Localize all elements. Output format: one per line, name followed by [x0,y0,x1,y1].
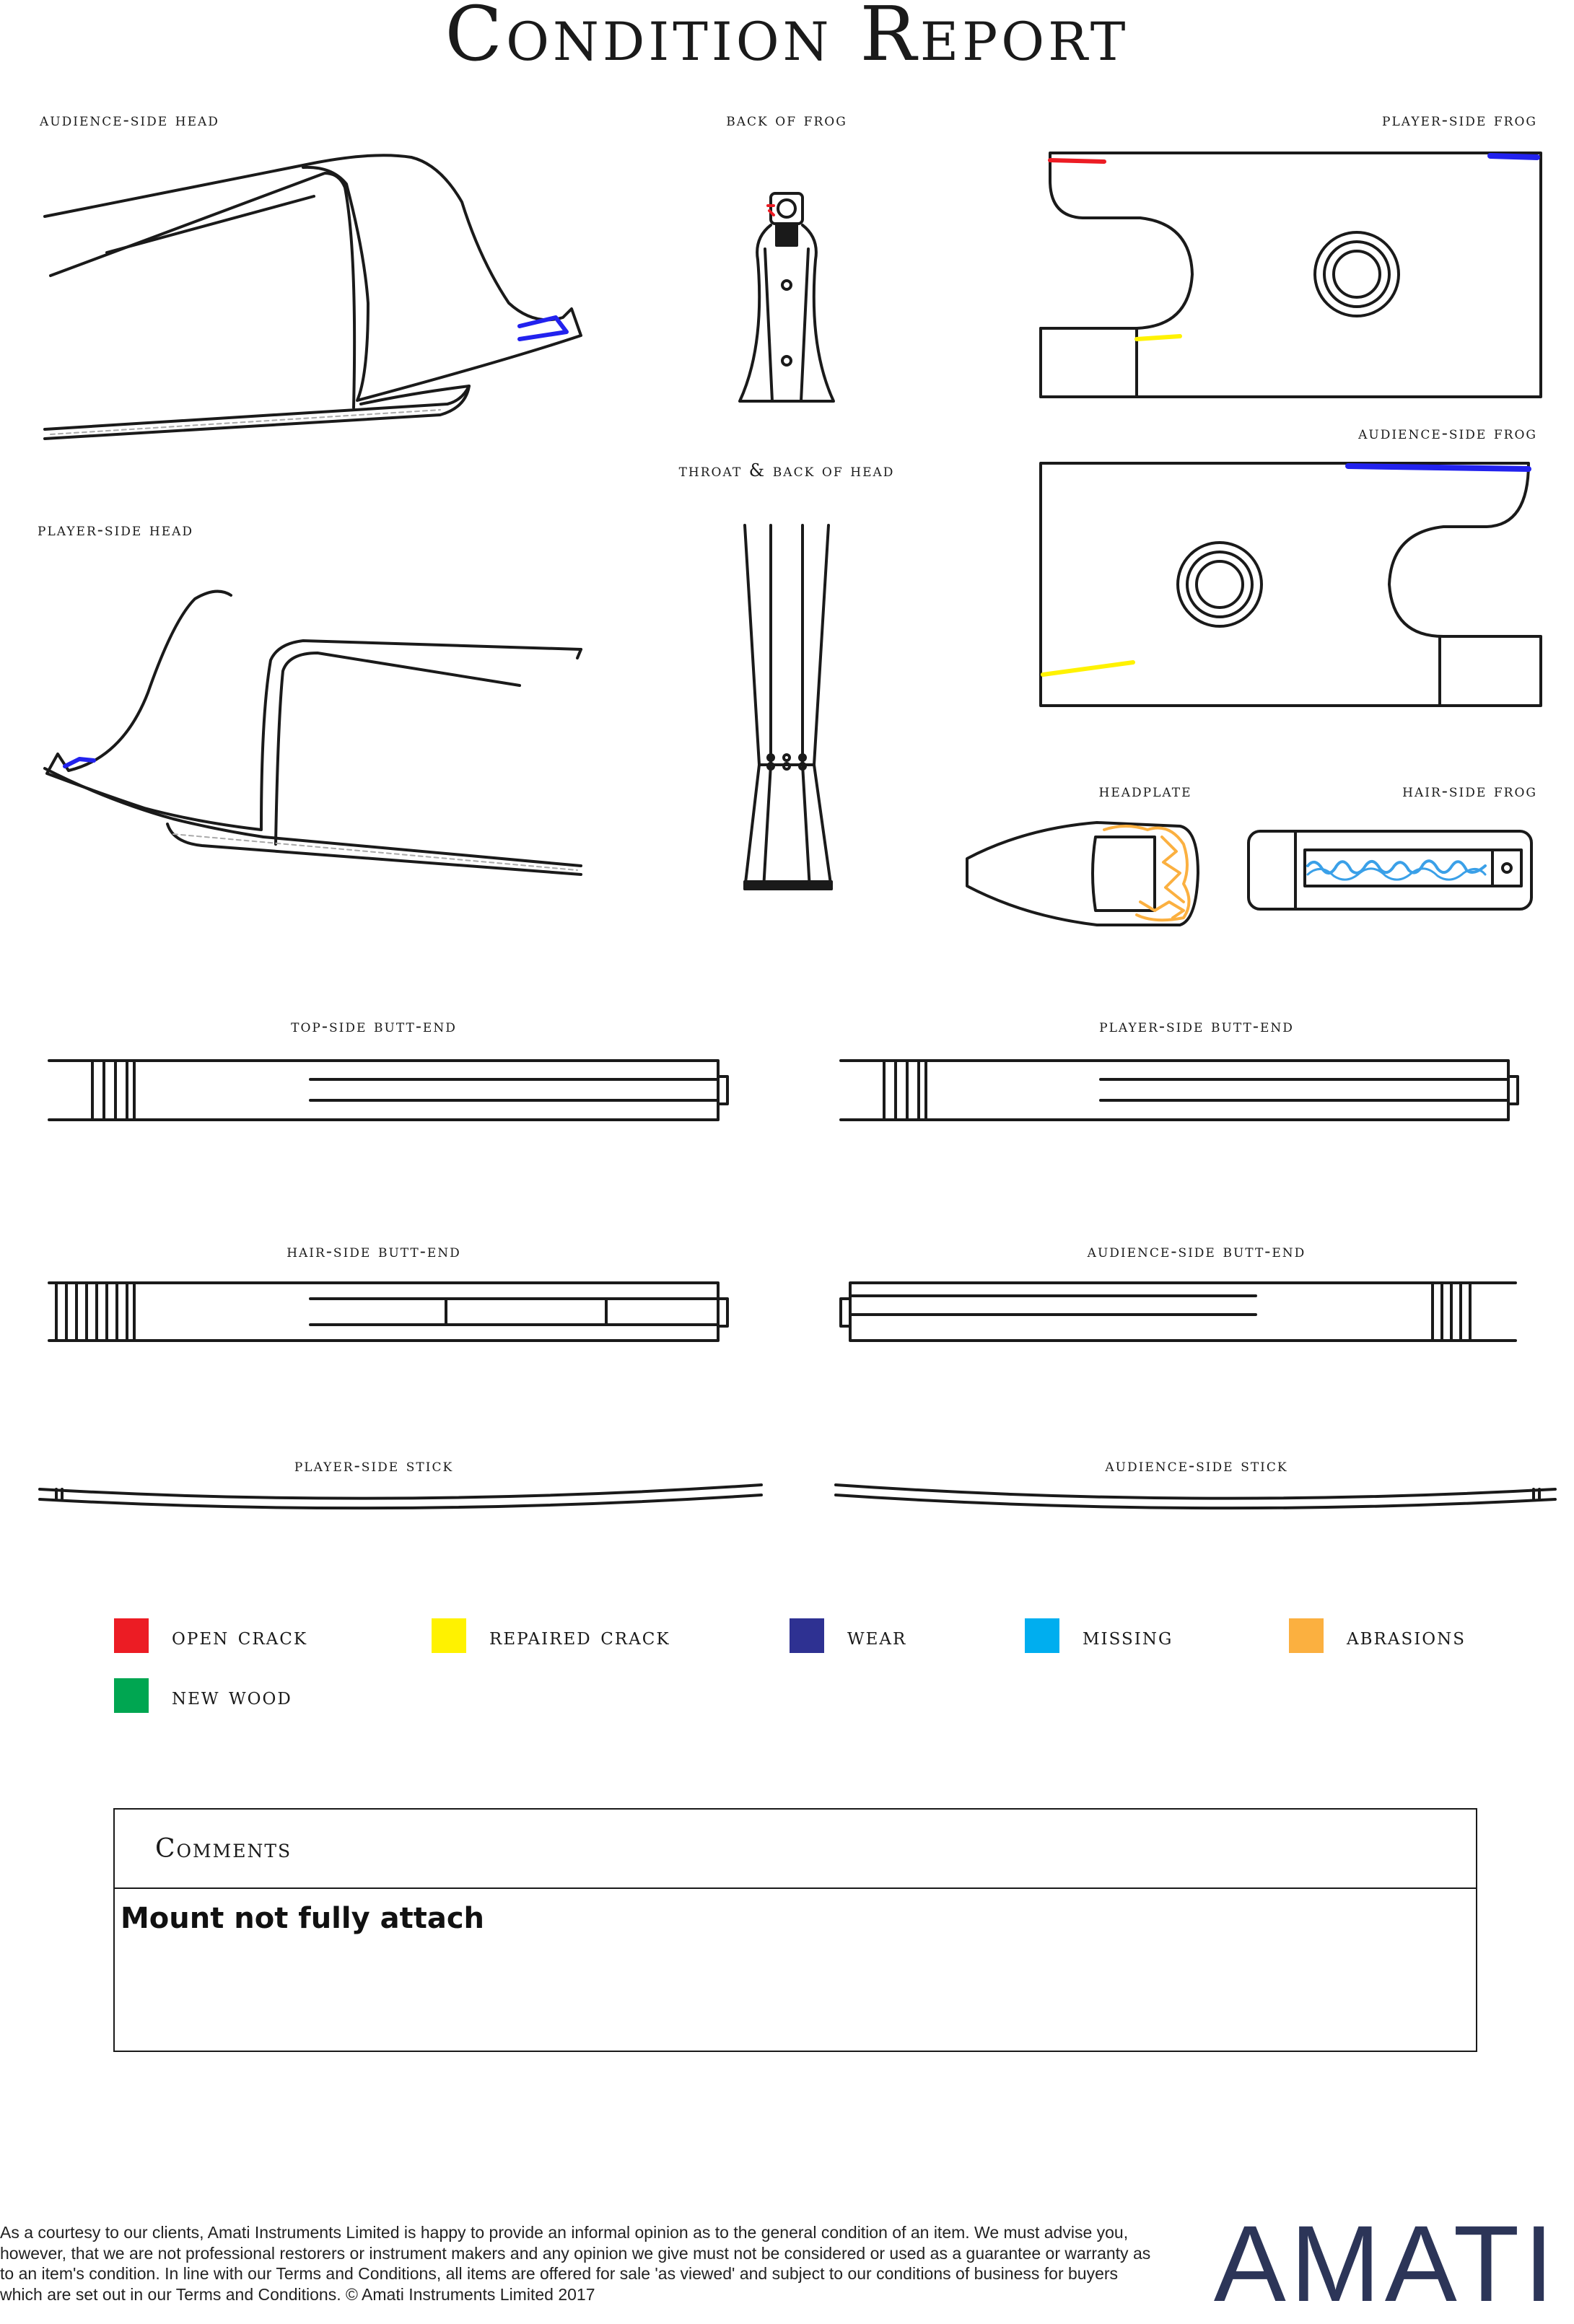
diagram-hair-side-frog [1249,831,1531,909]
label-back-of-frog: back of frog [726,110,847,130]
label-player-side-head: player-side head [38,519,194,540]
diagram-audience-side-head [45,155,581,439]
comments-text[interactable]: Mount not fully attach [121,1902,485,1935]
label-audience-side-stick: audience-side stick [1105,1455,1288,1475]
diagram-audience-side-butt-end [841,1283,1516,1341]
diagram-player-side-stick [40,1485,761,1508]
legend-label-new-wood: new wood [172,1681,292,1710]
label-audience-side-head: audience-side head [40,110,219,130]
legend-item-new-wood [114,1678,292,1713]
label-throat-back-of-head: throat & back of head [678,460,895,481]
diagram-hair-side-butt-end [49,1283,727,1341]
legend-label-abrasions: abrasions [1347,1621,1466,1650]
diagram-top-side-butt-end [49,1061,727,1120]
amati-logo: AMATI [1213,2203,1558,2324]
legend-swatch-abrasions [1289,1618,1324,1653]
legend-item-wear [790,1618,906,1653]
legend-item-repaired-crack [432,1618,670,1653]
comments-heading: Comments [115,1810,1476,1889]
legend-item-open-crack [114,1618,307,1653]
label-headplate: headplate [1098,781,1192,801]
legend-label-repaired-crack: repaired crack [489,1621,670,1650]
diagram-throat-back-of-head [745,525,831,889]
diagram-audience-side-stick [836,1485,1555,1508]
label-hair-side-butt-end: hair-side butt-end [287,1241,461,1261]
legend-label-missing: missing [1083,1621,1173,1650]
disclaimer-text: As a courtesy to our clients, Amati Instruments Limited is happy to provide an informal opinion as to the general condition of an item. We must advise you, however, that we are not professional restorers or instrument makers and any opinion we give must not be considered or used as a guarantee or warranty as to an item's condition. In line with our Terms and Conditions, all items are offered for sale 'as viewed' and subject to our conditions of business for buyers which are set out in our Terms and Conditions. © Amati Instruments Limited 2017 [0,2223,1151,2304]
legend-swatch-new-wood [114,1678,149,1713]
diagram-player-side-butt-end [841,1061,1518,1120]
legend-label-wear: wear [847,1621,907,1650]
diagram-player-side-head [45,592,581,874]
legend-item-abrasions [1289,1618,1466,1653]
label-player-side-frog: player-side frog [1382,110,1537,130]
label-hair-side-frog: hair-side frog [1402,781,1537,801]
comments-box [113,1808,1477,2052]
diagram-back-of-frog [740,193,834,401]
label-player-side-butt-end: player-side butt-end [1099,1016,1294,1036]
diagram-player-side-frog [1041,153,1541,397]
legend-swatch-open-crack [114,1618,149,1653]
legend-swatch-repaired-crack [432,1618,466,1653]
label-player-side-stick: player-side stick [294,1455,454,1475]
legend-swatch-wear [790,1618,824,1653]
legend-item-missing [1025,1618,1173,1653]
legend-label-open-crack: open crack [172,1621,308,1650]
diagram-headplate [967,823,1198,925]
label-audience-side-frog: audience-side frog [1358,423,1537,443]
label-top-side-butt-end: top-side butt-end [291,1016,457,1036]
diagram-audience-side-frog [1041,463,1541,706]
page-title: Condition Report [445,0,1129,78]
label-audience-side-butt-end: audience-side butt-end [1087,1241,1306,1261]
legend-swatch-missing [1025,1618,1059,1653]
